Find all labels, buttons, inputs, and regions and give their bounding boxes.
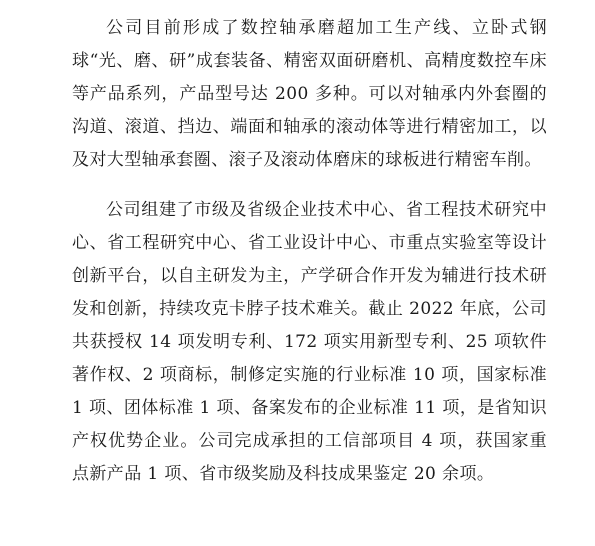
paragraph-product-lines: 公司目前形成了数控轴承磨超加工生产线、立卧式钢球“光、磨、研”成套装备、精密双面研磨机、高精度数控车床等产品系列，产品型号达 200 多种。可以对轴承内外套圈的沟道、滚道、挡边、端面和轴承的滚动体等进行精密加工，以及对大型轴承套圈、滚子及滚动体磨床的球板进行精密车削。 [72,18,547,170]
paragraph-rd-achievements: 公司组建了市级及省级企业技术中心、省工程技术研究中心、省工程研究中心、省工业设计中心、市重点实验室等设计创新平台，以自主研发为主，产学研合作开发为辅进行技术研发和创新，持续攻克卡脖子技术难关。截止 2022 年底，公司共获授权 14 项发明专利、172 项实用新型专利、25 项软件著作权、2 项商标，制修定实施的行业标准 10 项，国家标准 1 项、团体标准 1 项、备案发布的企业标准 11 项，是省知识产权优势企业。公司完成承担的工信部项目 4 项，获国家重点新产品 1 项、省市级奖励及科技成果鉴定 20 余项。 [72,200,547,484]
